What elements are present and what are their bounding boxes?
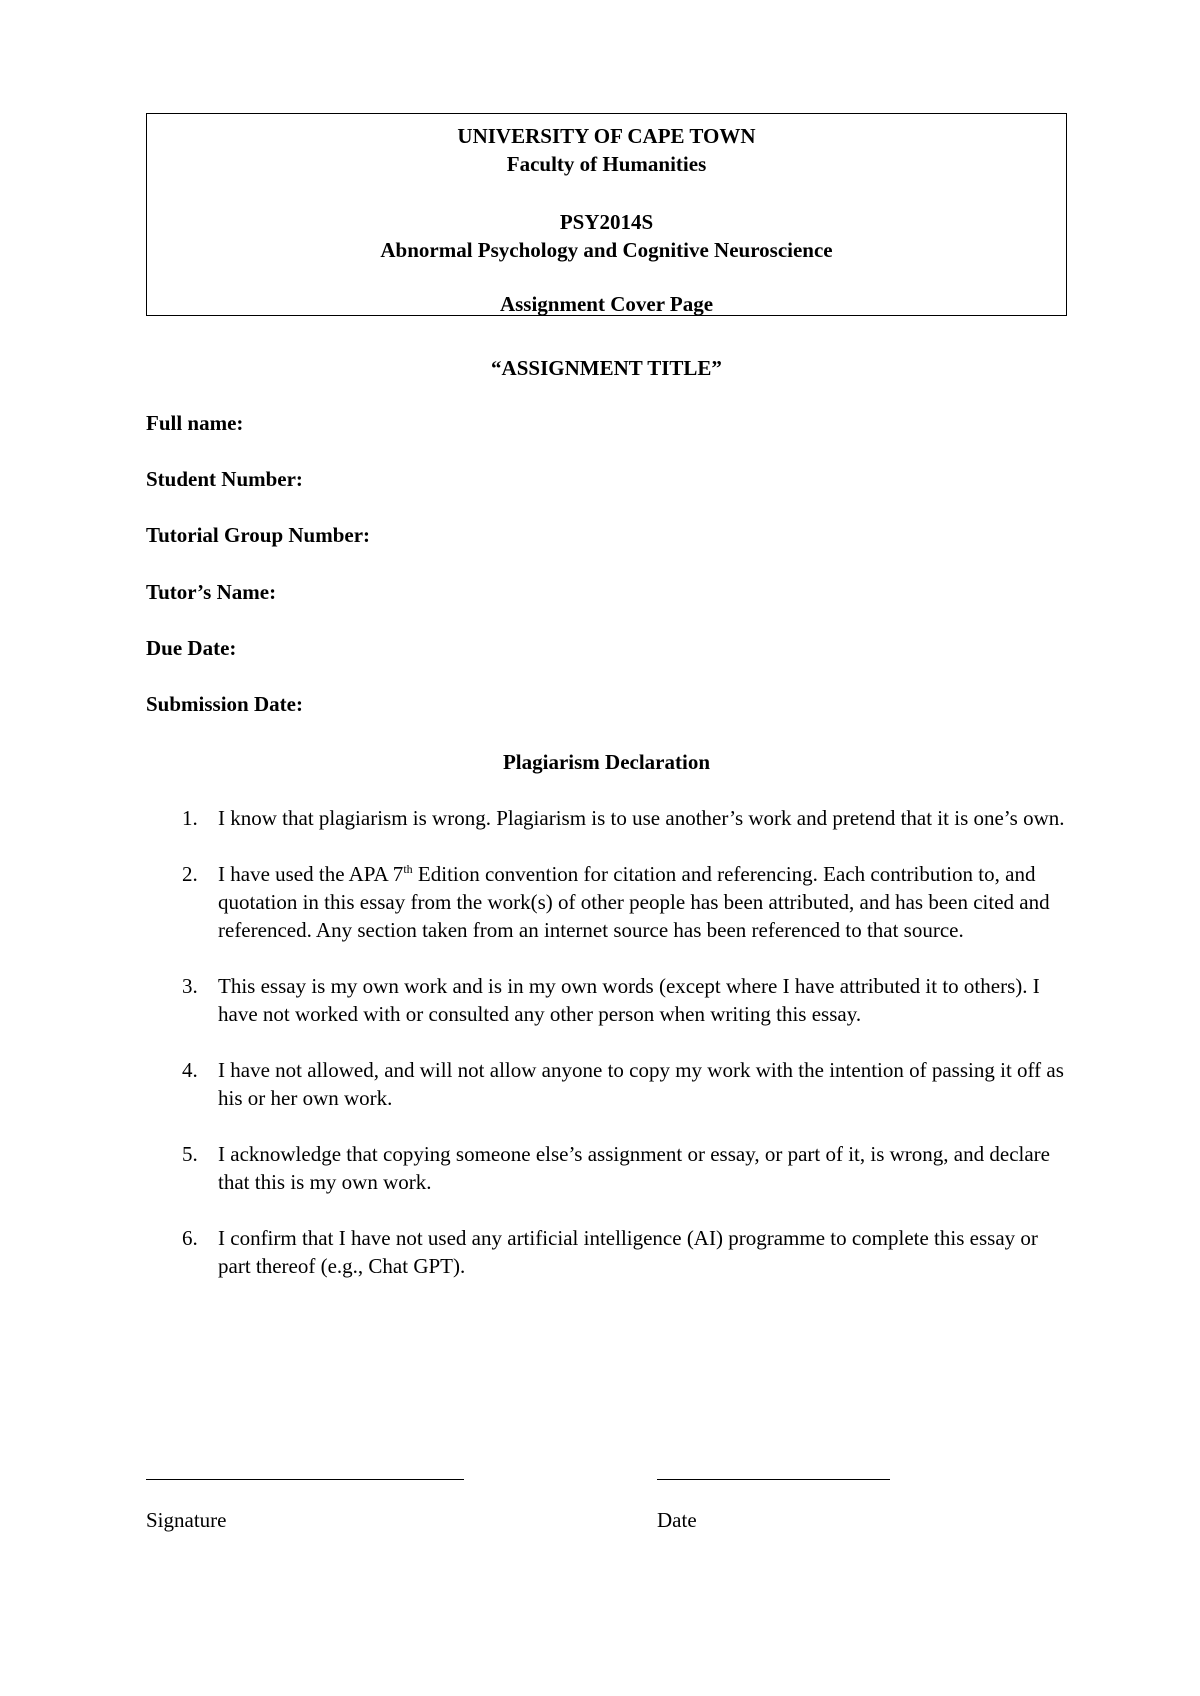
declaration-item-5 xyxy=(146,1140,1067,1196)
item-text: I know that plagiarism is wrong. Plagiarism is to use another’s work and pretend that it is one’s own. xyxy=(218,806,1065,830)
item-text: This essay is my own work and is in my own words (except where I have attributed it to others). I have not worked with or consulted any other person when writing this essay. xyxy=(218,974,1040,1026)
submission-date-label: Submission Date: xyxy=(146,692,303,716)
page-title: Assignment Cover Page xyxy=(499,292,714,316)
plagiarism-declaration-heading: Plagiarism Declaration xyxy=(502,750,711,774)
date-label: Date xyxy=(657,1508,697,1532)
student-number-label: Student Number: xyxy=(146,467,303,491)
university-name: UNIVERSITY OF CAPE TOWN xyxy=(457,124,756,148)
item-number: 5. xyxy=(182,1142,198,1166)
course-code: PSY2014S xyxy=(559,210,654,234)
item-number: 4. xyxy=(182,1058,198,1082)
signature-line xyxy=(146,1479,464,1480)
item-text-pre: I have used the APA 7 xyxy=(218,862,404,886)
tutor-name-label: Tutor’s Name: xyxy=(146,580,277,604)
item-number: 6. xyxy=(182,1226,198,1250)
item-text: I acknowledge that copying someone else’s assignment or essay, or part of it, is wrong, and declare that this is my own work. xyxy=(218,1142,1050,1194)
item-text-post: Edition convention for citation and referencing. Each contribution to, and quotation in this essay from the work(s) of other people has been attributed, and has been cited and referenced. Any section taken from an internet source has been referenced to that source. xyxy=(218,862,1050,942)
item-text: I confirm that I have not used any artificial intelligence (AI) programme to complete this essay or part thereof (e.g., Chat GPT). xyxy=(218,1226,1038,1278)
declaration-item-6 xyxy=(146,1224,1067,1280)
item-text: I have not allowed, and will not allow anyone to copy my work with the intention of passing it off as his or her own work. xyxy=(218,1058,1064,1110)
declaration-item-1 xyxy=(146,804,1067,832)
header-box xyxy=(146,113,1067,316)
tutorial-group-label: Tutorial Group Number: xyxy=(146,523,371,547)
signature-label: Signature xyxy=(146,1508,227,1532)
item-text-superscript: th xyxy=(403,862,413,876)
assignment-title: “ASSIGNMENT TITLE” xyxy=(491,356,722,380)
faculty-name: Faculty of Humanities xyxy=(506,152,707,176)
due-date-label: Due Date: xyxy=(146,636,237,660)
item-number: 1. xyxy=(182,806,198,830)
declaration-list xyxy=(146,804,1067,1308)
full-name-label: Full name: xyxy=(146,411,244,435)
date-line xyxy=(657,1479,890,1480)
declaration-item-2 xyxy=(146,860,1067,944)
declaration-item-4 xyxy=(146,1056,1067,1112)
item-number: 3. xyxy=(182,974,198,998)
course-name: Abnormal Psychology and Cognitive Neuroscience xyxy=(380,238,833,262)
item-number: 2. xyxy=(182,862,198,886)
declaration-item-3 xyxy=(146,972,1067,1028)
